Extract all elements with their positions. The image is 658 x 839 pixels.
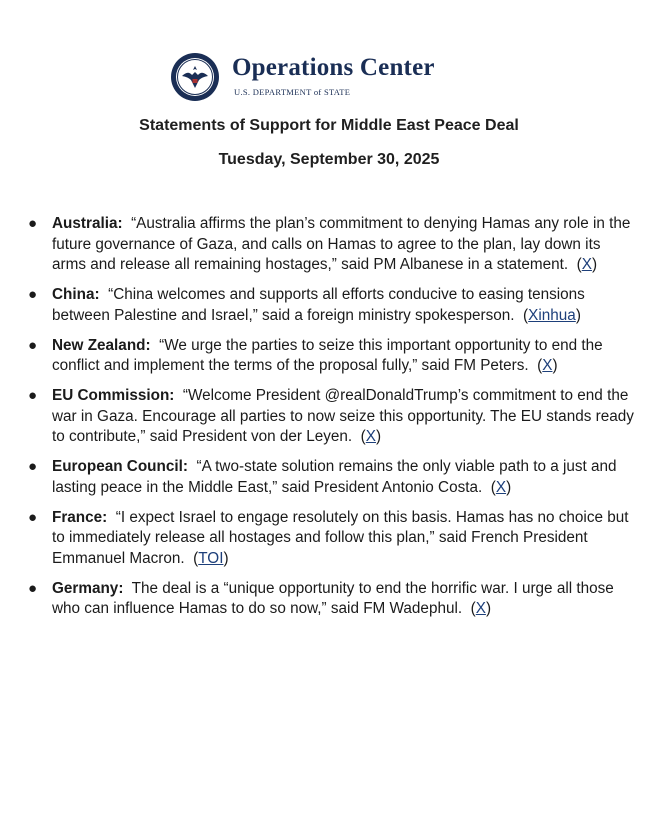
statement-text: The deal is a “unique opportunity to end the horrific war. I urge all those who can influence Hamas to do so now,” said FM Wadephul. [52, 579, 614, 617]
letterhead [170, 48, 490, 104]
document-date: Tuesday, September 30, 2025 [218, 151, 440, 168]
bullet-icon: ● [28, 286, 38, 303]
source-link[interactable]: X [475, 600, 486, 617]
bullet-icon: ● [28, 579, 38, 597]
statement-country: China: [52, 286, 100, 303]
document-title: Statements of Support for Middle East Peace Deal [139, 117, 519, 134]
source-link[interactable]: TOI [198, 549, 224, 567]
bullet-icon: ● [28, 336, 38, 354]
statement-text: “Australia affirms the plan’s commitment to denying Hamas any role in the future governance of Gaza, and calls on Hamas to agree to the plan, lay down its arms and release all remaining hostages,” said PM Albanese in a statement. [52, 215, 631, 273]
statement-text: “We urge the parties to seize this important opportunity to end the conflict and implement the terms of the proposal fully,” said FM Peters. [52, 336, 603, 374]
bullet-icon: ● [28, 458, 38, 475]
bullet-icon: ● [28, 508, 38, 526]
statement-text: “A two-state solution remains the only viable path to a just and lasting peace in the Middle East,” said President Antonio Costa. [52, 458, 617, 496]
statement-country: Australia: [52, 215, 123, 232]
statement-country: European Council: [52, 458, 188, 475]
statement-text: “China welcomes and supports all efforts conducive to easing tensions between Palestine and Israel,” said a foreign ministry spokesperson. [52, 286, 585, 324]
source-link[interactable]: Xinhua [528, 306, 576, 324]
statement-country: Germany: [52, 579, 124, 597]
source-link[interactable]: X [495, 478, 507, 496]
statement-item: ● Australia: “Australia affirms the plan’s commitment to denying Hamas any role in the future governance of Gaza, and calls on Hamas to agree to the plan, lay down its arms and release all remaining hostages,” said PM Albanese in a statement. (X) [28, 215, 631, 273]
statement-item: ● France: “I expect Israel to engage resolutely on this basis. Hamas has no choice but to immediately release all hostages and follow this plan,” said French President Emmanuel Macron. (TOI) [28, 508, 629, 567]
statement-country: EU Commission: [52, 387, 175, 404]
statement-item: ● China: “China welcomes and supports all efforts conducive to easing tensions between Palestine and Israel,” said a foreign ministry spokesperson. (Xinhua) [28, 286, 585, 324]
department-of-state-seal-icon [170, 52, 220, 102]
statement-country: France: [52, 508, 108, 526]
statement-item: ● Germany: The deal is a “unique opportunity to end the horrific war. I urge all those who can influence Hamas to do so now,” said FM Wadephul. (X) [28, 579, 614, 617]
statement-item: ● EU Commission: “Welcome President @realDonaldTrump’s commitment to end the war in Gaza. Encourage all parties to now seize this opportunity. The EU stands ready to contribute,” said President von der Leyen. (X) [28, 387, 634, 445]
statement-text: “Welcome President @realDonaldTrump’s commitment to end the war in Gaza. Encourage all parties to now seize this opportunity. The EU stands ready to contribute,” said President von der Leyen. [52, 387, 634, 445]
source-link[interactable]: X [542, 357, 553, 374]
org-subtitle: U.S. DEPARTMENT of STATE [234, 87, 351, 97]
org-name: Operations Center [232, 54, 435, 81]
bullet-icon: ● [28, 215, 38, 232]
statement-item: ● New Zealand: “We urge the parties to seize this important opportunity to end the conflict and implement the terms of the proposal fully,” said FM Peters. (X) [28, 336, 603, 374]
source-link[interactable]: X [365, 428, 376, 445]
statement-country: New Zealand: [52, 336, 151, 354]
statements-list [24, 214, 634, 629]
statement-item: ● European Council: “A two-state solution remains the only viable path to a just and lasting peace in the Middle East,” said President Antonio Costa. (X) [28, 458, 617, 496]
bullet-icon: ● [28, 387, 38, 404]
source-link[interactable]: X [581, 256, 592, 273]
statement-text: “I expect Israel to engage resolutely on this basis. Hamas has no choice but to immediately release all hostages and follow this plan,” said French President Emmanuel Macron. [52, 508, 629, 567]
